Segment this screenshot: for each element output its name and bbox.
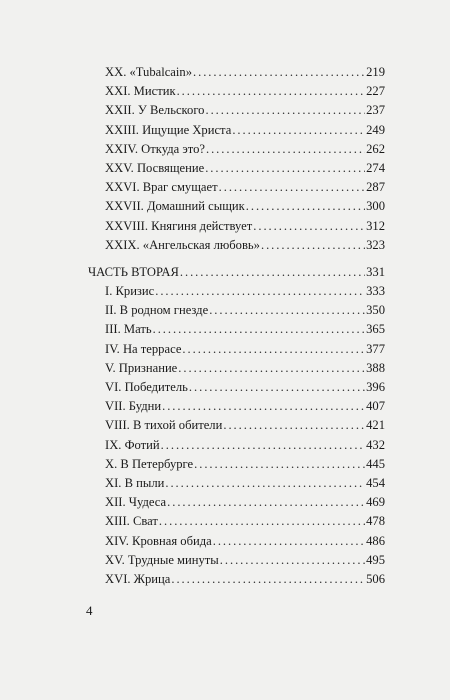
toc-entry-page: 219 — [366, 65, 385, 79]
dot-leader — [253, 217, 365, 236]
toc-entry-page: 478 — [366, 514, 385, 529]
toc-entry-page: 300 — [366, 199, 385, 214]
part-title: ЧАСТЬ ВТОРАЯ — [88, 264, 179, 279]
toc-entry[interactable] — [88, 178, 385, 197]
toc-entry-page: 445 — [366, 456, 385, 471]
toc-part-heading[interactable] — [88, 263, 385, 282]
toc-entry[interactable] — [88, 301, 385, 320]
toc-entry[interactable] — [88, 436, 385, 455]
dot-leader — [206, 140, 365, 159]
toc-entry-page: 454 — [366, 475, 385, 490]
toc-entry[interactable] — [88, 551, 385, 570]
toc-entry-title: XXV. Посвящение — [105, 160, 205, 175]
toc-entry[interactable] — [88, 512, 385, 531]
toc-entry[interactable] — [88, 378, 385, 397]
dot-leader — [213, 532, 365, 551]
dot-leader — [223, 416, 365, 435]
toc-entry-title: XXII. У Вельского — [105, 103, 205, 118]
toc-entry[interactable] — [88, 236, 385, 255]
toc-entry-title: XXI. Мистик — [105, 84, 176, 99]
toc-entry[interactable] — [88, 121, 385, 140]
toc-entry-page: 432 — [366, 437, 385, 452]
dot-leader — [171, 570, 365, 589]
toc-entry-page: 377 — [366, 341, 385, 356]
dot-leader — [177, 82, 366, 101]
toc-entry[interactable] — [88, 455, 385, 474]
toc-entry-page: 227 — [366, 84, 385, 99]
toc-entry-page: 312 — [366, 218, 385, 233]
dot-leader — [189, 378, 365, 397]
dot-leader — [205, 101, 365, 120]
toc-entry-page: 262 — [366, 141, 385, 156]
toc-entry-page: 333 — [366, 284, 385, 299]
table-of-contents — [88, 63, 385, 589]
dot-leader — [205, 159, 365, 178]
toc-entry-title: XVI. Жрица — [105, 571, 171, 586]
toc-entry[interactable] — [88, 282, 385, 301]
toc-entry-page: 421 — [366, 418, 385, 433]
toc-entry-page: 495 — [366, 552, 385, 567]
toc-entry-page: 274 — [366, 160, 385, 175]
toc-entry[interactable] — [88, 159, 385, 178]
toc-entry[interactable] — [88, 532, 385, 551]
dot-leader — [161, 436, 365, 455]
dot-leader — [162, 397, 365, 416]
toc-entry-title: XXVIII. Княгиня действует — [105, 218, 253, 233]
toc-entry-page: 396 — [366, 380, 385, 394]
toc-entry-page: 506 — [366, 571, 385, 586]
toc-entry[interactable] — [88, 340, 385, 359]
dot-leader — [167, 493, 365, 512]
toc-entry-page: 287 — [366, 180, 385, 195]
toc-entry[interactable] — [88, 570, 385, 589]
dot-leader — [246, 197, 365, 216]
toc-entry[interactable] — [88, 416, 385, 435]
dot-leader — [194, 455, 365, 474]
toc-entry-title: X. В Петербурге — [105, 456, 194, 471]
dot-leader — [153, 320, 366, 339]
toc-entry[interactable] — [88, 493, 385, 512]
toc-entry-title: IV. На террасе — [105, 341, 182, 356]
toc-entry[interactable] — [88, 101, 385, 120]
dot-leader — [261, 236, 365, 255]
toc-entry[interactable] — [88, 320, 385, 339]
dot-leader — [220, 551, 365, 570]
toc-entry-title: VIII. В тихой обители — [105, 418, 223, 433]
toc-entry[interactable] — [88, 197, 385, 216]
toc-entry-page: 407 — [366, 399, 385, 414]
dot-leader — [219, 178, 365, 197]
toc-entry-title: I. Кризис — [105, 284, 155, 299]
toc-entry-page: 350 — [366, 303, 385, 318]
toc-entry-title: XXVII. Домашний сыщик — [105, 199, 245, 214]
toc-entry-title: XXIII. Ищущие Христа — [105, 122, 232, 137]
toc-entry-page: 237 — [366, 103, 385, 118]
dot-leader — [165, 474, 365, 493]
toc-entry-title: XV. Трудные минуты — [105, 552, 219, 567]
toc-entry-title: VII. Будни — [105, 399, 162, 414]
toc-entry-title: IX. Фотий — [105, 437, 160, 452]
toc-entry[interactable] — [88, 63, 385, 82]
toc-entry-page: 249 — [366, 122, 385, 137]
dot-leader — [155, 282, 365, 301]
toc-entry-title: XXIX. «Ангельская любовь» — [105, 237, 260, 252]
toc-entry-title: VI. Победитель — [105, 380, 188, 394]
toc-entry[interactable] — [88, 474, 385, 493]
dot-leader — [209, 301, 365, 320]
part-page: 331 — [366, 264, 385, 279]
toc-entry[interactable] — [88, 359, 385, 378]
dot-leader — [180, 263, 365, 282]
toc-entry[interactable] — [88, 397, 385, 416]
toc-entry-page: 469 — [366, 495, 385, 510]
dot-leader — [178, 359, 365, 378]
dot-leader — [159, 512, 365, 531]
toc-entry-page: 486 — [366, 533, 385, 548]
toc-entry-title: XXIV. Откуда это? — [105, 141, 205, 156]
toc-entry-title: XIV. Кровная обида — [105, 533, 212, 548]
toc-entry-title: XXVI. Враг смущает — [105, 180, 218, 195]
toc-entry[interactable] — [88, 82, 385, 101]
toc-entry-title: XI. В пыли — [105, 475, 165, 490]
dot-leader — [232, 121, 365, 140]
toc-entry-title: XX. «Tubalcain» — [105, 65, 192, 79]
toc-entry-title: III. Мать — [105, 322, 152, 337]
toc-entry-page: 365 — [366, 322, 385, 337]
toc-entry-title: II. В родном гнезде — [105, 303, 209, 318]
dot-leader — [182, 340, 365, 359]
section-spacer — [88, 255, 385, 263]
toc-entry-page: 388 — [366, 360, 385, 375]
toc-entry-title: V. Признание — [105, 360, 178, 375]
toc-entry-title: XIII. Сват — [105, 514, 158, 529]
toc-entry[interactable] — [88, 140, 385, 159]
page-number: 4 — [86, 603, 93, 618]
toc-entry[interactable] — [88, 217, 385, 236]
toc-entry-title: XII. Чудеса — [105, 495, 167, 510]
toc-entry-page: 323 — [366, 237, 385, 252]
dot-leader — [193, 63, 365, 82]
